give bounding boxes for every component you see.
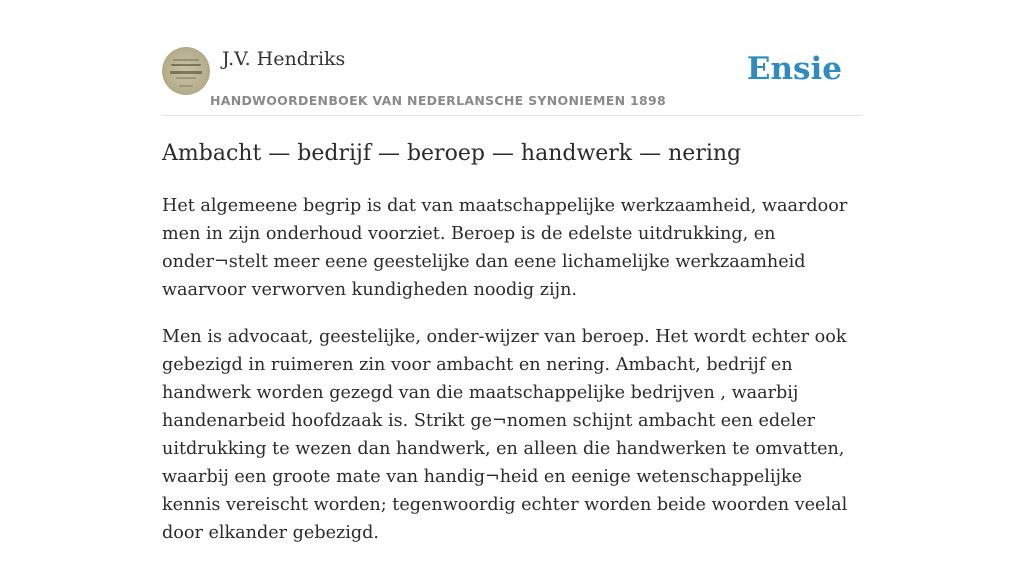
header [162, 46, 862, 116]
article-body [162, 192, 864, 566]
article-paragraph: Het algemeene begrip is dat van maatschappelijke werkzaamheid, waardoor men in zijn onderhoud voorziet. Beroep is de edelste uitdrukking, en onder¬stelt meer eene geestelijke dan eene lichamelijke werkzaamheid waarvoor verworven kundigheden noodig zijn. [162, 196, 848, 300]
avatar[interactable] [162, 47, 210, 95]
source-title[interactable]: HANDWOORDENBOEK VAN NEDERLANSCHE SYNONIEMEN 1898 [210, 93, 667, 108]
header-divider [162, 115, 862, 116]
article-paragraph: Men is advocaat, geestelijke, onder-wijzer van beroep. Het wordt echter ook gebezigd in ruimeren zin voor ambacht en nering. Ambacht, bedrijf en handwerk worden gezegd van die maatschappelijke bedrijven , waarbij handenarbeid hoofdzaak is. Strikt ge¬nomen schijnt ambacht een edeler uitdrukking te wezen dan handwerk, en alleen die handwerken te omvatten, waarbij een groote mate van handig¬heid en eenige wetenschappelijke kennis vereischt worden; tegenwoordig echter worden beide woorden veelal door elkander gebezigd. [162, 327, 848, 543]
article-title: Ambacht — bedrijf — beroep — handwerk — nering [162, 141, 742, 166]
author-name[interactable]: J.V. Hendriks [222, 48, 346, 70]
brand-logo[interactable]: Ensie [746, 51, 842, 87]
